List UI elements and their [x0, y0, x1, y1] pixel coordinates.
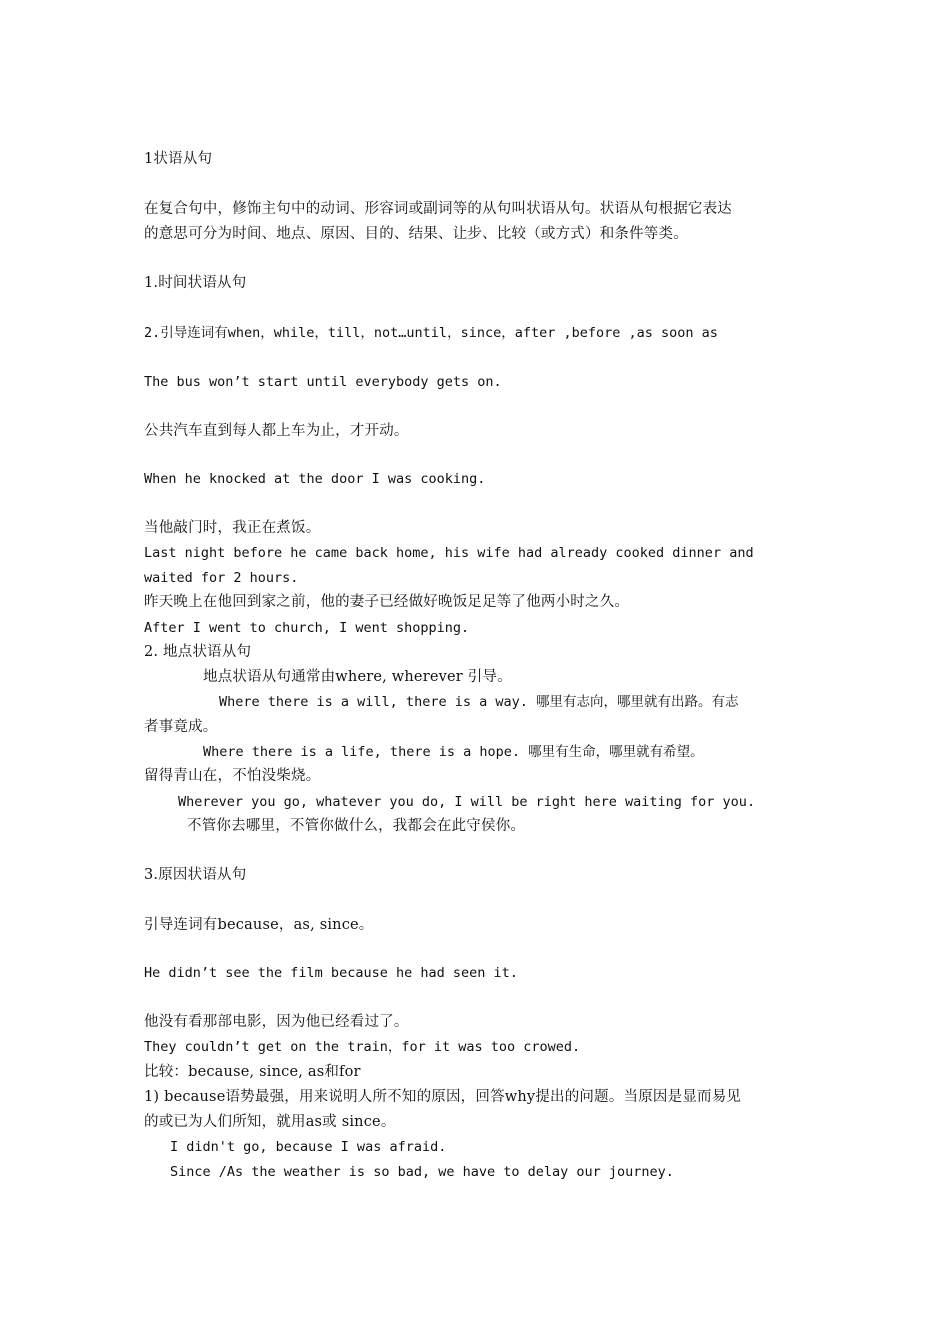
example-sentence: He didn’t see the film because he had seen it. [144, 965, 518, 981]
translation-line: 公共汽车直到每人都上车为止，才开动。 [144, 423, 409, 439]
conjunction-list: 引导连词有because，as, since。 [144, 917, 374, 933]
section-heading: 1状语从句 [144, 151, 213, 167]
subsection-heading: 3.原因状语从句 [144, 867, 247, 883]
example-sentence: They couldn’t get on the train，for it was too crowed. [144, 1039, 581, 1055]
example-sentence: When he knocked at the door I was cooking. [144, 471, 486, 487]
subsection-heading: 1.时间状语从句 [144, 275, 247, 291]
paragraph-line: 的或已为人们所知，就用as或 since。 [144, 1114, 396, 1130]
example-sentence: The bus won’t start until everybody gets on. [144, 374, 502, 390]
translation-line: 不管你去哪里，不管你做什么，我都会在此守侯你。 [187, 818, 526, 834]
example-sentence: Last night before he came back home, his wife had already cooked dinner and [144, 545, 754, 561]
paragraph-line: 1) because语势最强，用来说明人所不知的原因，回答why提出的问题。当原因是显而易见 [144, 1089, 742, 1105]
example-sentence: Since /As the weather is so bad, we have to delay our journey. [170, 1164, 674, 1180]
translation-line: 昨天晚上在他回到家之前，他的妻子已经做好晚饭足足等了他两小时之久。 [144, 594, 630, 610]
translation-line: 者事竟成。 [144, 719, 218, 735]
paragraph-line: 在复合句中，修饰主句中的动词、形容词或副词等的从句叫状语从句。状语从句根据它表达 [144, 201, 732, 217]
subsection-heading: 2. 地点状语从句 [144, 644, 252, 660]
example-sentence: waited for 2 hours. [144, 570, 299, 586]
example-sentence: I didn't go, because I was afraid. [170, 1139, 447, 1155]
translation-line: 当他敲门时，我正在煮饭。 [144, 520, 321, 536]
comparison-heading: 比较：because, since, as和for [144, 1064, 361, 1080]
example-sentence: After I went to church, I went shopping. [144, 620, 470, 636]
example-sentence: Where there is a life, there is a hope. 哪里有生命，哪里就有希望。 [203, 744, 704, 760]
translation-line: 留得青山在，不怕没柴烧。 [144, 768, 321, 784]
translation-line: 他没有看那部电影，因为他已经看过了。 [144, 1014, 409, 1030]
paragraph-line: 的意思可分为时间、地点、原因、目的、结果、让步、比较（或方式）和条件等类。 [144, 226, 688, 242]
paragraph-line: 地点状语从句通常由where, wherever 引导。 [203, 669, 512, 685]
conjunction-list: 2.引导连词有when，while，till，not…until，since，after ,before ,as soon as [144, 325, 718, 341]
example-sentence: Where there is a will, there is a way. 哪里有志向，哪里就有出路。有志 [219, 694, 739, 710]
example-sentence: Wherever you go, whatever you do, I will be right here waiting for you. [178, 794, 756, 810]
